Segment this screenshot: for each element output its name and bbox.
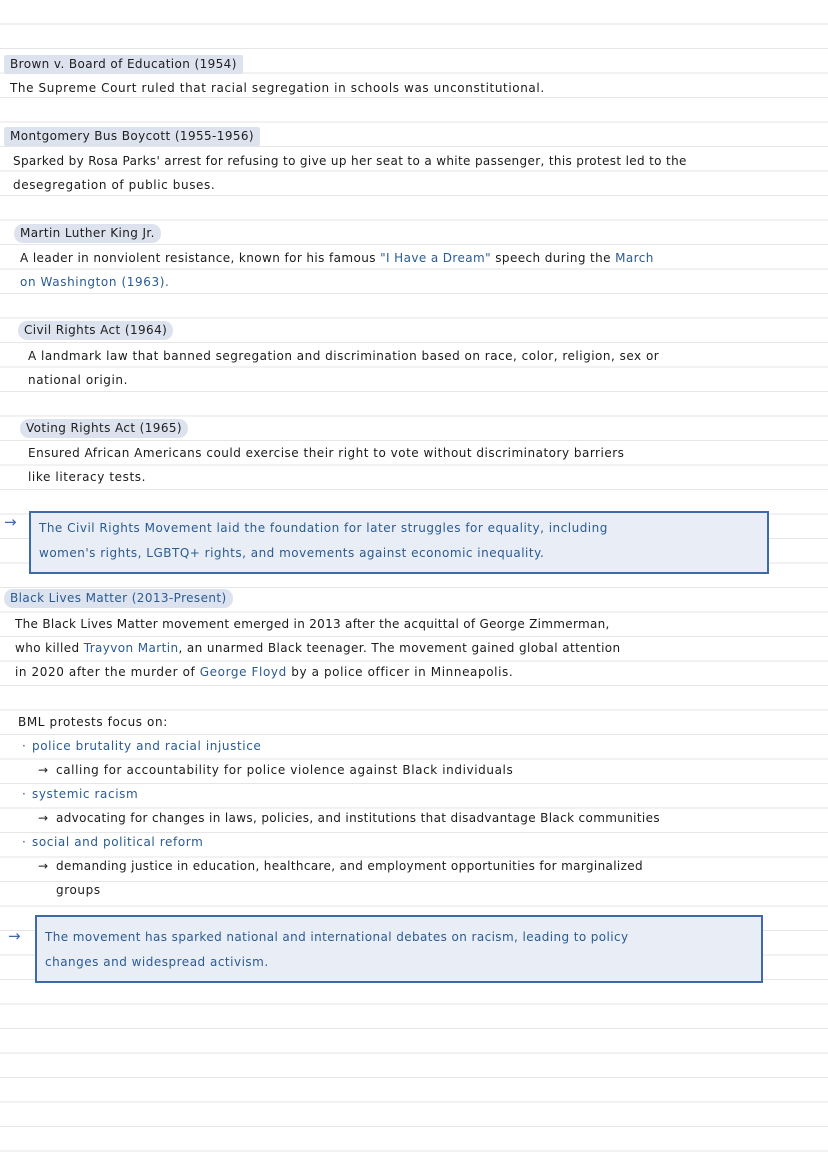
arrow-icon: → <box>38 811 49 825</box>
bullet-icon: · <box>22 835 26 849</box>
mlk-line-1-mid: speech during the <box>491 251 616 265</box>
voting-rights-act-line-2: like literacy tests. <box>28 470 147 484</box>
montgomery-line-2: desegregation of public buses. <box>13 178 216 192</box>
blm-line-3-pre: in 2020 after the murder of <box>15 665 200 679</box>
focus-item-social-political-reform: social and political reform <box>32 835 204 849</box>
trayvon-martin-name: Trayvon Martin <box>83 641 179 655</box>
blm-line-3-post: by a police officer in Minneapolis. <box>286 665 514 679</box>
bullet-icon: · <box>22 739 26 753</box>
dream-speech-quote: "I Have a Dream" <box>380 251 492 265</box>
heading-civil-rights-act: Civil Rights Act (1964) <box>18 321 173 340</box>
civil-rights-act-line-1: A landmark law that banned segregation and discrimination based on race, color, religion, sex or <box>28 349 660 363</box>
focus-item-systemic-racism: systemic racism <box>32 787 139 801</box>
brown-line-1: The Supreme Court ruled that racial segregation in schools was unconstitutional. <box>10 81 545 95</box>
focus-intro: BML protests focus on: <box>18 715 168 729</box>
arrow-icon: → <box>38 763 49 777</box>
arrow-icon: → <box>4 513 17 531</box>
march-text: March <box>615 251 654 265</box>
callout2-line-1: The movement has sparked national and international debates on racism, leading to policy <box>45 930 629 944</box>
montgomery-line-1: Sparked by Rosa Parks' arrest for refusing to give up her seat to a white passenger, this protest led to the <box>13 154 687 168</box>
focus-detail-social-political-reform: demanding justice in education, healthcare, and employment opportunities for marginalized <box>56 859 643 873</box>
callout-civil-rights-legacy <box>29 511 769 574</box>
bullet-icon: · <box>22 787 26 801</box>
mlk-line-1 <box>20 246 654 271</box>
blm-line-3 <box>15 660 513 685</box>
callout1-line-2: women's rights, LGBTQ+ rights, and movements against economic inequality. <box>39 546 545 560</box>
callout-blm-impact <box>35 915 763 983</box>
arrow-icon: → <box>38 859 49 873</box>
blm-line-2 <box>15 636 621 661</box>
callout2-line-2: changes and widespread activism. <box>45 955 269 969</box>
heading-martin-luther-king: Martin Luther King Jr. <box>14 224 161 243</box>
focus-detail-police-brutality: calling for accountability for police violence against Black individuals <box>56 763 514 777</box>
heading-brown-v-board: Brown v. Board of Education (1954) <box>4 55 243 74</box>
focus-detail-systemic-racism: advocating for changes in laws, policies, and institutions that disadvantage Black communities <box>56 811 660 825</box>
mlk-line-2: on Washington (1963). <box>20 275 170 289</box>
mlk-line-1-text: A leader in nonviolent resistance, known for his famous <box>20 251 381 265</box>
focus-item-police-brutality: police brutality and racial injustice <box>32 739 262 753</box>
heading-black-lives-matter: Black Lives Matter (2013-Present) <box>4 589 233 608</box>
focus-detail-social-political-reform-cont: groups <box>56 883 101 897</box>
george-floyd-name: George Floyd <box>199 665 287 679</box>
voting-rights-act-line-1: Ensured African Americans could exercise their right to vote without discriminatory barriers <box>28 446 625 460</box>
arrow-icon: → <box>8 927 21 945</box>
callout1-line-1: The Civil Rights Movement laid the foundation for later struggles for equality, including <box>39 521 608 535</box>
heading-montgomery-bus-boycott: Montgomery Bus Boycott (1955-1956) <box>4 127 260 146</box>
heading-voting-rights-act: Voting Rights Act (1965) <box>20 419 188 438</box>
civil-rights-act-line-2: national origin. <box>28 373 129 387</box>
blm-line-2-post: , an unarmed Black teenager. The movement gained global attention <box>178 641 621 655</box>
blm-line-1: The Black Lives Matter movement emerged in 2013 after the acquittal of George Zimmerman, <box>15 617 610 631</box>
blm-line-2-pre: who killed <box>15 641 84 655</box>
